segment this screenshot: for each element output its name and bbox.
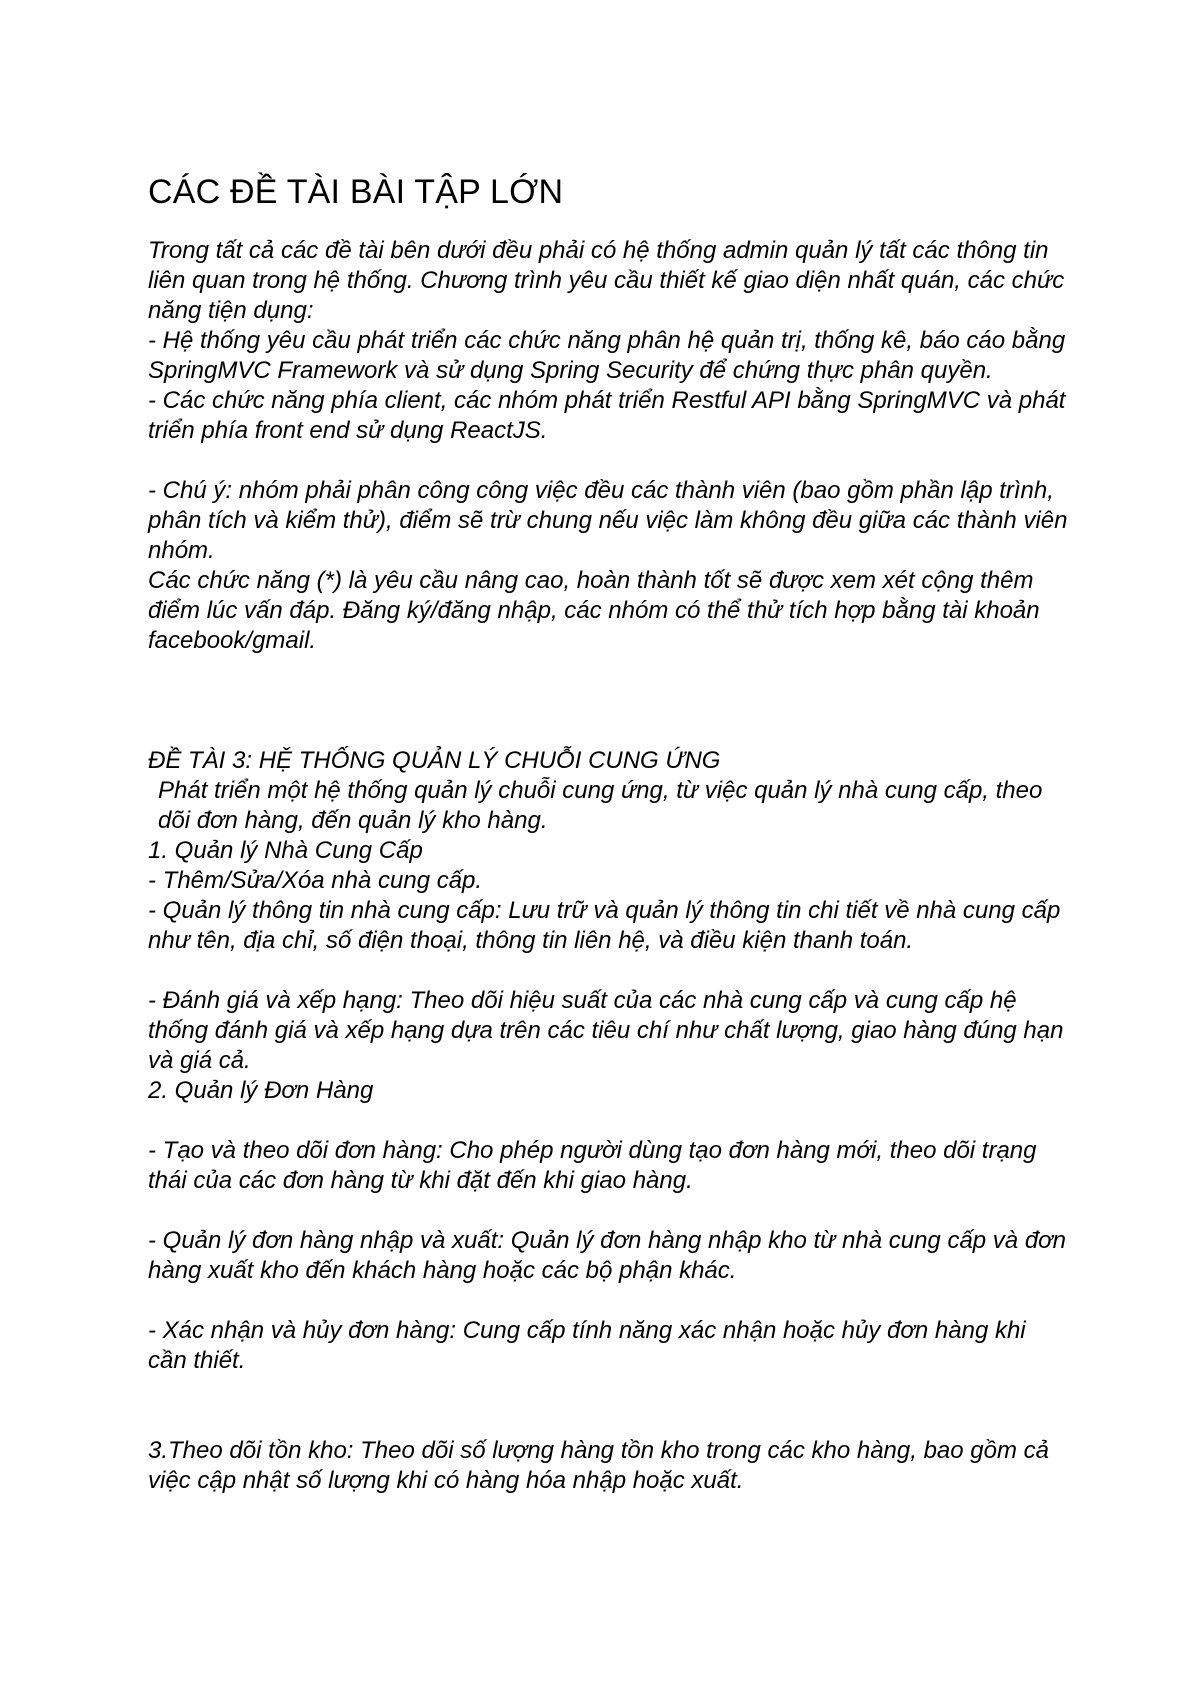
topic-summary: Phát triển một hệ thống quản lý chuỗi cung ứng, từ việc quản lý nhà cung cấp, theo dõi đơn hàng, đến quản lý kho hàng. [158,777,1043,834]
section2-item-import-export: - Quản lý đơn hàng nhập và xuất: Quản lý đơn hàng nhập kho từ nhà cung cấp và đơn hàng xuất kho đến khách hàng hoặc các bộ phận khác. [148,1227,1067,1284]
section3-paragraph: 3.Theo dõi tồn kho: Theo dõi số lượng hàng tồn kho trong các kho hàng, bao gồm cả việc cập nhật số lượng khi có hàng hóa nhập hoặc xuất. [148,1437,1049,1494]
spacer [148,1106,1068,1136]
topic-heading: ĐỀ TÀI 3: HỆ THỐNG QUẢN LÝ CHUỖI CUNG ỨNG [148,747,721,774]
intro-item-client: - Các chức năng phía client, các nhóm phát triển Restful API bằng SpringMVC và phát triển phía front end sử dụng ReactJS. [148,387,1066,444]
spacer [148,956,1068,986]
section2-item-confirm-cancel: - Xác nhận và hủy đơn hàng: Cung cấp tính năng xác nhận hoặc hủy đơn hàng khi cần thiết. [148,1317,1026,1374]
advanced-note-paragraph: Các chức năng (*) là yêu cầu nâng cao, hoàn thành tốt sẽ được xem xét cộng thêm điểm lúc vấn đáp. Đăng ký/đăng nhập, các nhóm có thể thử tích hợp bằng tài khoản facebook/gmail. [148,567,1040,654]
intro-paragraph: Trong tất cả các đề tài bên dưới đều phải có hệ thống admin quản lý tất các thông tin liên quan trong hệ thống. Chương trình yêu cầu thiết kế giao diện nhất quán, các chức năng tiện dụng: [148,237,1065,324]
section1-item-info: - Quản lý thông tin nhà cung cấp: Lưu trữ và quản lý thông tin chi tiết về nhà cung cấp như tên, địa chỉ, số điện thoại, thông tin liên hệ, và điều kiện thanh toán. [148,897,1061,954]
document-body [148,168,1068,1496]
spacer [148,446,1068,476]
spacer [148,656,1068,746]
section1-item-crud: - Thêm/Sửa/Xóa nhà cung cấp. [148,867,483,894]
section1-item-rating: - Đánh giá và xếp hạng: Theo dõi hiệu suất của các nhà cung cấp và cung cấp hệ thống đánh giá và xếp hạng dựa trên các tiêu chí như chất lượng, giao hàng đúng hạn và giá cả. [148,987,1064,1074]
section1-title: 1. Quản lý Nhà Cung Cấp [148,837,423,864]
spacer [148,1376,1068,1436]
note-paragraph: - Chú ý: nhóm phải phân công công việc đều các thành viên (bao gồm phần lập trình, phân tích và kiểm thử), điểm sẽ trừ chung nếu việc làm không đều giữa các thành viên nhóm. [148,477,1068,564]
section2-title: 2. Quản lý Đơn Hàng [148,1077,374,1104]
spacer [148,1286,1068,1316]
section2-item-create: - Tạo và theo dõi đơn hàng: Cho phép người dùng tạo đơn hàng mới, theo dõi trạng thái của các đơn hàng từ khi đặt đến khi giao hàng. [148,1137,1037,1194]
document-title: CÁC ĐỀ TÀI BÀI TẬP LỚN [148,173,564,211]
spacer [148,1196,1068,1226]
intro-item-admin: - Hệ thống yêu cầu phát triển các chức năng phân hệ quản trị, thống kê, báo cáo bằng SpringMVC Framework và sử dụng Spring Security để chứng thực phân quyền. [148,327,1066,384]
